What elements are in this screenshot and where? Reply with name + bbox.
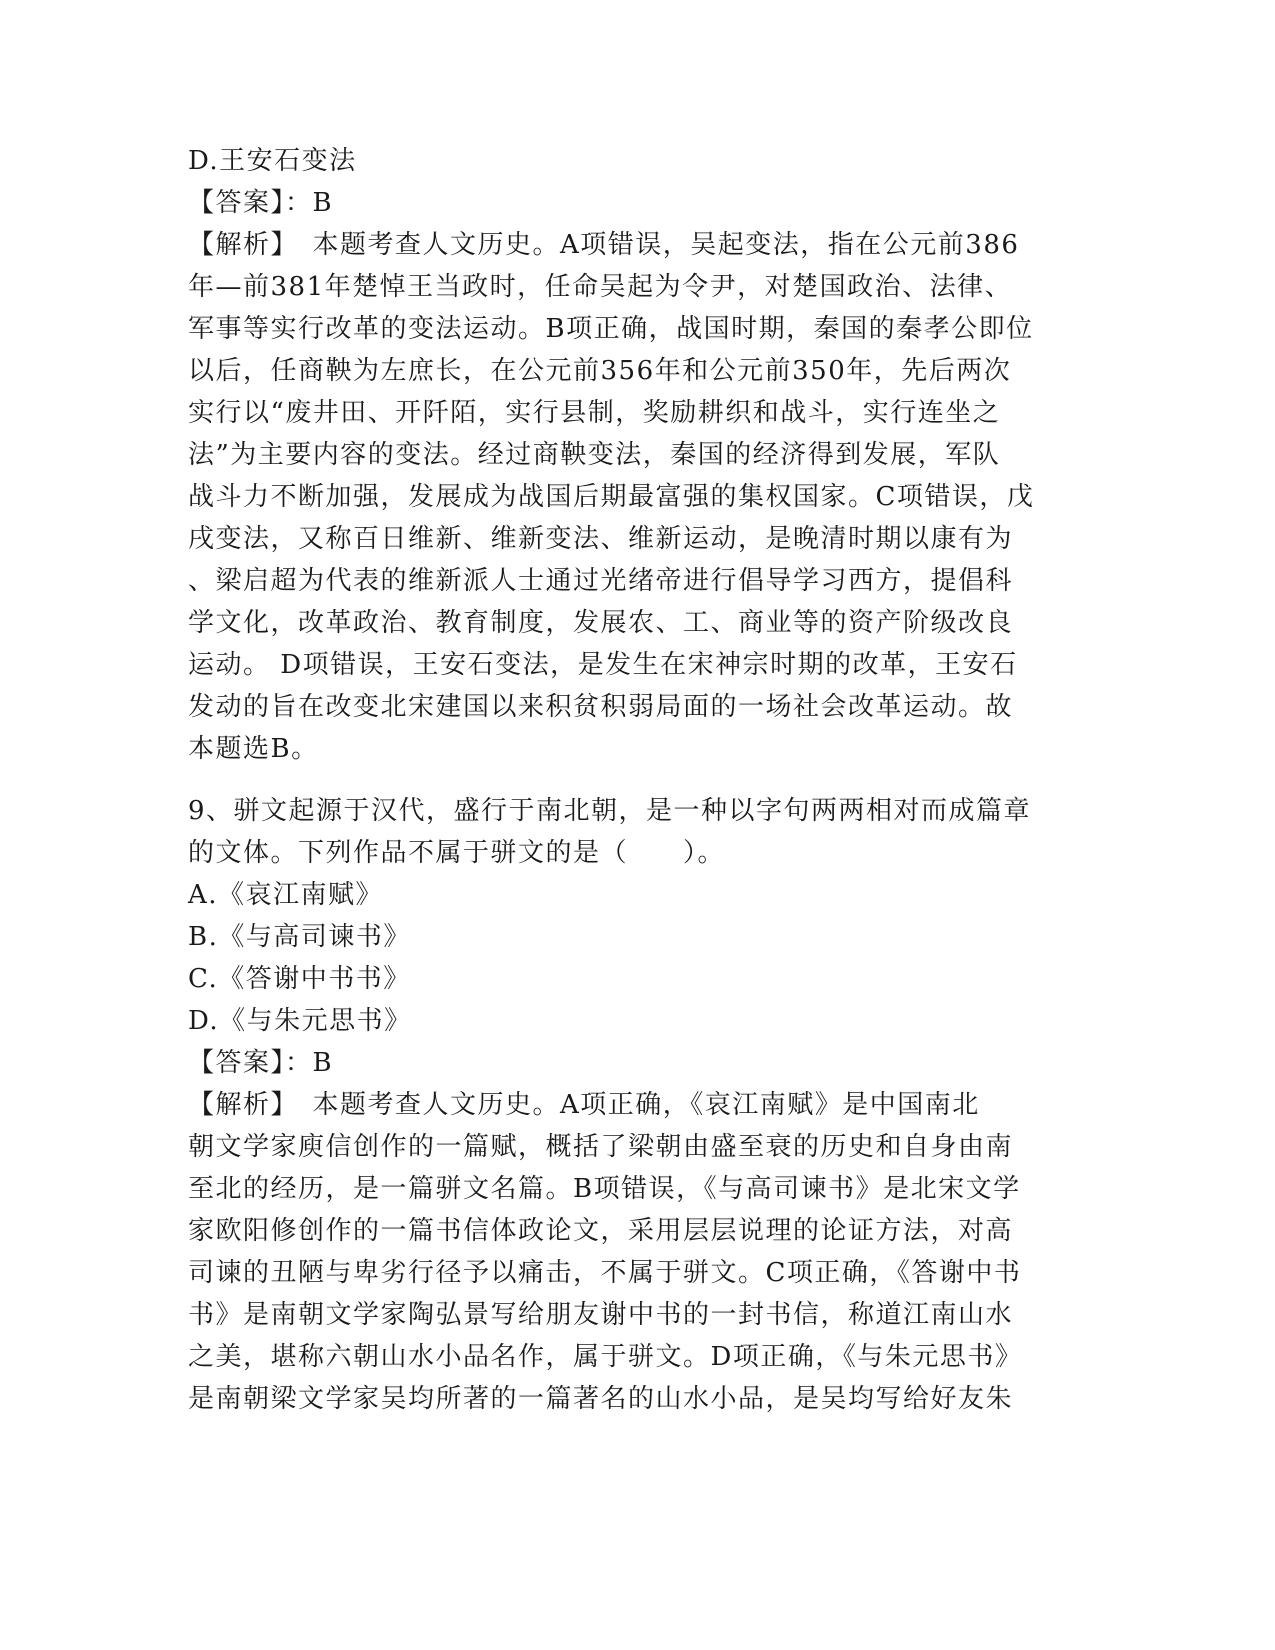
q9-analysis-line: 书》是南朝文学家陶弘景写给朋友谢中书的一封书信，称道江南山水 [188,1300,1014,1330]
q8-analysis-line: 、梁启超为代表的维新派人士通过光绪帝进行倡导学习西方，提倡科 [188,566,1014,596]
q8-analysis-line: 以后，任商鞅为左庶长，在公元前356年和公元前350年，先后两次 [188,356,1012,386]
q9-analysis-line: 朝文学家庾信创作的一篇赋，概括了梁朝由盛至衰的历史和自身由南 [188,1132,1014,1162]
q8-answer: 【答案】：B [188,188,334,218]
q9-analysis-line: 之美，堪称六朝山水小品名作，属于骈文。D项正确，《与朱元思书》 [188,1342,1023,1372]
q8-analysis-line: 学文化，改革政治、教育制度，发展农、工、商业等的资产阶级改良 [188,608,1014,638]
q8-analysis-line: 发动的旨在改变北宋建国以来积贫积弱局面的一场社会改革运动。故 [188,692,1014,722]
q9-option-c: C.《答谢中书书》 [188,964,411,994]
q9-option-d: D.《与朱元思书》 [188,1006,412,1036]
q8-analysis-line: 戌变法，又称百日维新、维新变法、维新运动，是晚清时期以康有为 [188,524,1014,554]
q8-analysis-line: 本题选B。 [188,734,319,764]
q9-answer: 【答案】：B [188,1048,334,1078]
q8-analysis-line: 年—前381年楚悼王当政时，任命吴起为令尹，对楚国政治、法律、 [188,272,1013,302]
q8-analysis-line: 法”为主要内容的变法。经过商鞅变法，秦国的经济得到发展，军队 [188,440,1001,470]
q8-analysis-line: 运动。 D项错误，王安石变法，是发生在宋神宗时期的改革，王安石 [188,650,1018,680]
q8-analysis-line: 军事等实行改革的变法运动。B项正确，战国时期，秦国的秦孝公即位 [188,314,1034,344]
q8-analysis-line: 战斗力不断加强，发展成为战国后期最富强的集权国家。C项错误，戊 [188,482,1035,512]
q9-analysis-line: 至北的经历，是一篇骈文名篇。B项错误，《与高司谏书》是北宋文学 [188,1174,1021,1204]
q9-stem-line: 的文体。下列作品不属于骈文的是（ ）。 [188,838,726,868]
q9-option-b: B.《与高司谏书》 [188,922,411,952]
q8-analysis-line: 实行以“废井田、开阡陌，实行县制，奖励耕织和战斗，实行连坐之 [188,398,1001,428]
q9-stem-line: 9、骈文起源于汉代，盛行于南北朝，是一种以字句两两相对而成篇章 [188,796,1032,826]
q9-option-a: A.《哀江南赋》 [188,880,384,910]
q9-analysis-line: 司谏的丑陋与卑劣行径予以痛击，不属于骈文。C项正确，《答谢中书 [188,1258,1022,1288]
q9-analysis-line: 【解析】 本题考查人文历史。A项正确，《哀江南赋》是中国南北 [188,1090,980,1120]
q9-analysis-line: 家欧阳修创作的一篇书信体政论文，采用层层说理的论证方法，对高 [188,1216,1014,1246]
q9-analysis-line: 是南朝梁文学家吴均所著的一篇著名的山水小品，是吴均写给好友朱 [188,1384,1014,1414]
q8-option-d: D.王安石变法 [188,146,357,176]
q8-analysis-line: 【解析】 本题考查人文历史。A项错误，吴起变法，指在公元前386 [188,230,1020,260]
